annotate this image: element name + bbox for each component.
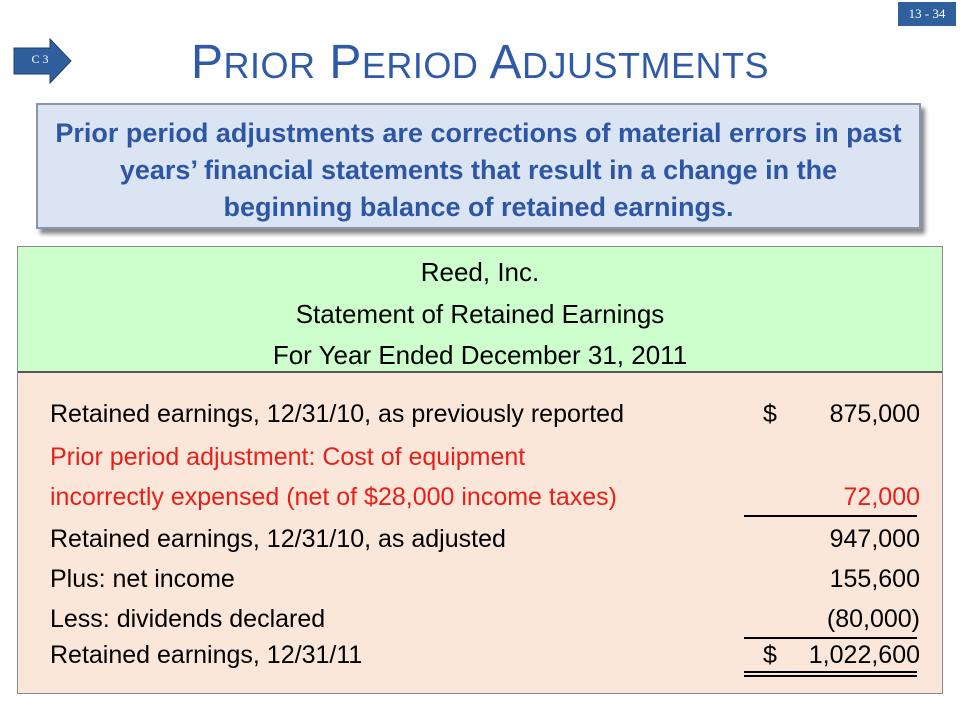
row-label: Retained earnings, 12/31/10, as previously reported [50,400,624,428]
slide-number: 13 - 34 [898,2,956,26]
currency-symbol: $ [763,400,777,428]
currency-symbol: $ [763,641,777,669]
statement-name: Statement of Retained Earnings [295,299,665,329]
subtotal-rule [744,637,917,639]
company-name: Reed, Inc. [420,257,540,287]
row-label: Retained earnings, 12/31/10, as adjusted [50,525,506,553]
row-amount: 72,000 [843,483,920,511]
page-title: PRIOR PERIOD ADJUSTMENTS [190,36,770,89]
definition-box [36,103,921,229]
row-amount: 155,600 [829,565,920,593]
statement-body [18,373,942,693]
statement-header [18,247,942,371]
total-rule-top [744,671,917,673]
row-label: Plus: net income [50,565,235,593]
row-amount: 875,000 [829,400,920,428]
retained-earnings-statement [17,246,943,694]
row-amount: (80,000) [826,605,920,633]
row-label: incorrectly expensed (net of $28,000 income taxes) [50,483,617,511]
row-amount: 947,000 [829,525,920,553]
row-label: Retained earnings, 12/31/11 [50,641,363,669]
definition-text: Prior period adjustments are corrections of material errors in past years’ financial statements that result in a change in the beginning balance of retained earnings. [55,118,902,222]
row-label: Less: dividends declared [50,605,326,633]
total-rule-bottom [744,675,917,677]
subtotal-rule [744,515,917,517]
row-label: Prior period adjustment: Cost of equipment [50,443,526,471]
statement-period: For Year Ended December 31, 2011 [272,340,688,370]
row-amount: 1,022,600 [808,641,920,669]
objective-tag: C 3 [31,52,49,66]
